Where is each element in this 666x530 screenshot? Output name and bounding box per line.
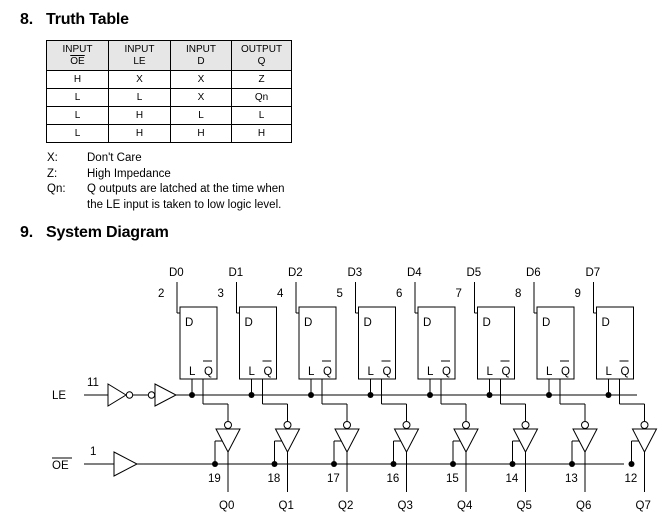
latch-q-label: Q [323,366,332,378]
legend-item: Qn: Q outputs are latched at the time when [47,183,285,195]
inverter-bubble [522,422,529,429]
junction-dot [427,392,433,398]
le-label: LE [52,390,67,402]
junction-dot [368,392,374,398]
latch-q-label: Q [501,366,511,378]
q-output-label: Q5 [516,500,532,512]
latch-l-label: L [248,366,255,378]
q-output-label: Q6 [576,500,592,512]
inverter-bubble [284,422,291,429]
latch-d-label: D [601,317,610,329]
header-d: INPUT D [171,41,232,71]
latch-q-label: Q [204,366,213,378]
latch-q-label: Q [382,366,392,378]
latch-q-label: Q [263,366,273,378]
header-q: OUTPUT Q [232,41,292,71]
d-input-label: D5 [466,267,482,279]
q-output-label: Q4 [457,500,473,512]
d-pin-number: 4 [277,288,284,300]
oe-label: OE [52,460,69,472]
q-output-label: Q0 [219,500,235,512]
d-input-label: D6 [526,267,541,279]
d-input-label: D7 [585,267,601,279]
legend-item: Z: High Impedance [47,167,171,180]
d-pin-number: 9 [574,288,581,300]
legend-item-continued: the LE input is taken to low logic level. [87,198,282,211]
junction-dot [331,461,337,467]
junction-dot [629,461,635,467]
latch-d-label: D [304,317,313,329]
d-input-label: D3 [347,267,363,279]
q-output-label: Q2 [338,500,354,512]
d-input-label: D1 [228,267,244,279]
d-input-label: D2 [288,267,303,279]
junction-dot [308,392,314,398]
junction-dot [189,392,195,398]
latch-d-label: D [542,317,551,329]
table-row: L L X Qn [47,89,292,107]
latch-l-label: L [427,366,434,378]
latch-q-label: Q [620,366,630,378]
q-pin-number: 17 [327,473,340,485]
q-output-label: Q3 [397,500,413,512]
q-pin-number: 13 [565,473,578,485]
le-pin: 11 [87,377,99,389]
inverter-bubble [403,422,410,429]
latch-d-label: D [244,317,253,329]
q-output-label: Q1 [278,500,294,512]
table-row: L H L L [47,107,292,125]
latch-d-label: D [423,317,432,329]
q-pin-number: 12 [624,473,638,485]
d-pin-number: 7 [455,288,462,300]
junction-dot [487,392,493,398]
junction-dot [272,461,278,467]
d-pin-number: 5 [336,288,343,300]
q-output-label: Q7 [635,500,651,512]
latch-d-label: D [363,317,372,329]
junction-dot [606,392,612,398]
junction-dot [569,461,575,467]
latch-l-label: L [308,366,315,378]
q-pin-number: 15 [446,473,459,485]
section-number: 8. [20,11,33,28]
d-pin-number: 8 [515,288,522,300]
junction-dot [546,392,552,398]
latch-l-label: L [189,366,196,378]
junction-dot [212,461,218,467]
d-pin-number: 2 [158,288,165,300]
table-row: H X X Z [47,71,292,89]
junction-dot [249,392,255,398]
inverter-bubble [225,422,232,429]
latch-l-label: L [486,366,493,378]
header-oe: INPUT $\overline{OE}$ [47,41,109,71]
junction-dot [450,461,456,467]
q-pin-number: 14 [505,473,519,485]
legend-item: X: Don't Care [47,152,142,164]
junction-dot [391,461,397,467]
q-pin-number: 19 [208,473,221,485]
d-pin-number: 3 [217,288,224,300]
latch-l-label: L [605,366,612,378]
latch-l-label: L [546,366,553,378]
junction-dot [510,461,516,467]
latch-q-label: Q [442,366,451,378]
header-le: INPUT LE [109,41,171,71]
d-input-label: D0 [169,267,184,279]
inverter-bubble [463,422,470,429]
latch-l-label: L [367,366,374,378]
d-pin-number: 6 [396,288,403,300]
latch-d-label: D [482,317,491,329]
latch-d-label: D [185,317,194,329]
oe-pin: 1 [90,446,97,458]
q-pin-number: 18 [267,473,281,485]
inverter-bubble [582,422,589,429]
section-title: System Diagram [46,224,169,241]
latch-q-label: Q [561,366,570,378]
section-number: 9. [20,224,33,241]
table-row: L H H H [47,125,292,143]
inverter-bubble [344,422,351,429]
inverter-bubble [641,422,648,429]
section-title: Truth Table [46,11,129,28]
q-pin-number: 16 [386,473,400,485]
d-input-label: D4 [407,267,422,279]
